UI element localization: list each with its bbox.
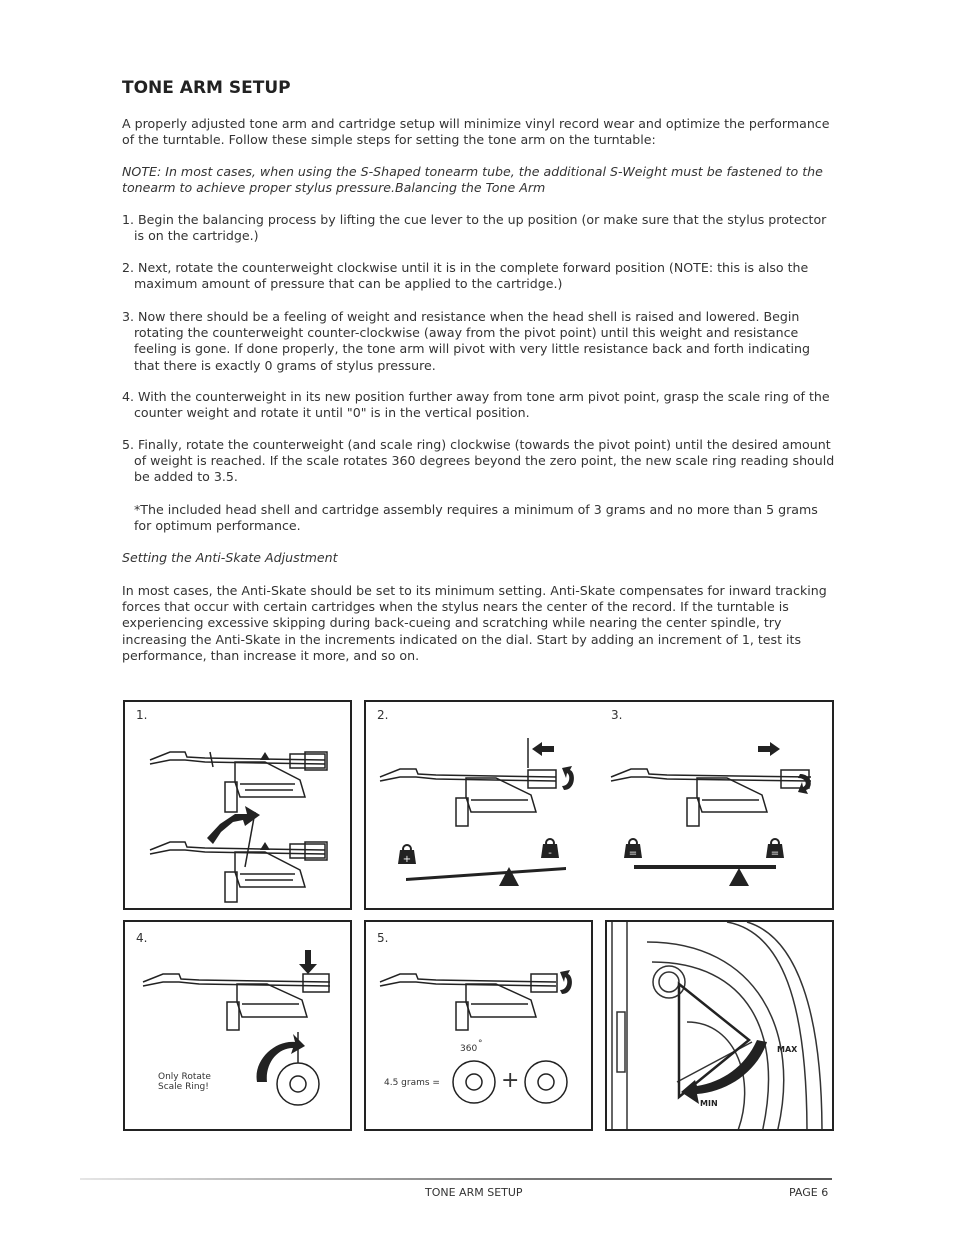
antiskate-dial-illustration (607, 922, 834, 1131)
figure-1-label: 1. (136, 708, 148, 722)
page-title: TONE ARM SETUP (122, 78, 291, 98)
weight-equal-sign-left: = (628, 848, 638, 859)
tonearm-raise-illustration (125, 702, 352, 910)
figure-2-label: 2. (377, 708, 389, 722)
antiskate-paragraph: In most cases, the Anti-Skate should be set to its minimum setting. Anti-Skate compensates for inward tracking forces that occur with certain cartridges when the stylus nears the center of the record. If the turntable is experiencing excessive skipping during back-cueing and scratching while nearing the center spindle, try increasing the Anti-Skate in the increments indicated on the dial. Start by adding an increment of 1, test its performance, than increase it more, and so on. (122, 583, 827, 663)
figure-step-4 (123, 920, 352, 1131)
antiskate-heading: Setting the Anti-Skate Adjustment (122, 550, 338, 565)
figure-step-5 (364, 920, 593, 1131)
footer-page-number: PAGE 6 (789, 1186, 829, 1199)
figure-3-label: 3. (611, 708, 623, 722)
rotate-note-line-2: Scale Ring! (158, 1082, 209, 1092)
counterweight-balance-illustration (366, 702, 834, 910)
step-1: 1. Begin the balancing process by lifting the cue lever to the up position (or make sure that the stylus protector is on the cartridge.) (122, 212, 827, 244)
weight-setting-illustration (366, 922, 593, 1131)
weight-minus-sign: - (548, 848, 552, 859)
figure-4-label: 4. (136, 931, 148, 945)
rotate-note-line-1: Only Rotate (158, 1072, 211, 1082)
figure-step-2-3 (364, 700, 834, 910)
step-4: 4. With the counterweight in its new position further away from tone arm pivot point, grasp the scale ring of the counter weight and rotate it until "0" is in the vertical position. (122, 389, 830, 421)
min-label: MIN (700, 1099, 718, 1108)
grams-label: 4.5 grams = (384, 1078, 440, 1088)
figure-antiskate (605, 920, 834, 1131)
degrees-symbol: ° (478, 1039, 483, 1049)
step-2: 2. Next, rotate the counterweight clockwise until it is in the complete forward position (NOTE: this is also the maximum amount of pressure that can be applied to the cartridge.) (122, 260, 809, 292)
weight-plus-sign: + (402, 854, 412, 865)
max-label: MAX (777, 1045, 798, 1054)
figure-5-label: 5. (377, 931, 389, 945)
scale-ring-illustration (125, 922, 352, 1131)
step-5: 5. Finally, rotate the counterweight (and scale ring) clockwise (towards the pivot point) until the desired amount of weight is reached. If the scale rotates 360 degrees beyond the zero point, the new scale ring reading should be added to 3.5. (122, 437, 835, 485)
step-3: 3. Now there should be a feeling of weight and resistance when the head shell is raised and lowered. Begin rotating the counterweight counter-clockwise (away from the pivot point) until this weight and resistance feeling is gone. If done properly, the tone arm will pivot with very little resistance back and forth indicating that there is exactly 0 grams of stylus pressure. (122, 309, 811, 373)
degrees-label: 360 (460, 1044, 478, 1054)
note-paragraph: NOTE: In most cases, when using the S-Shaped tonearm tube, the additional S-Weight must be fastened to the tonearm to achieve proper stylus pressure.Balancing the Tone Arm (122, 164, 823, 196)
plus-operator: + (501, 1068, 520, 1093)
footer-divider (80, 1178, 832, 1180)
cartridge-note: *The included head shell and cartridge assembly requires a minimum of 3 grams and no more than 5 grams for optimum performance. (134, 502, 818, 534)
weight-equal-sign-right: = (770, 848, 780, 859)
figure-step-1 (123, 700, 352, 910)
intro-paragraph: A properly adjusted tone arm and cartridge setup will minimize vinyl record wear and optimize the performance of the turntable. Follow these simple steps for setting the tone arm on the turntable: (122, 116, 830, 148)
footer-section: TONE ARM SETUP (425, 1186, 523, 1199)
